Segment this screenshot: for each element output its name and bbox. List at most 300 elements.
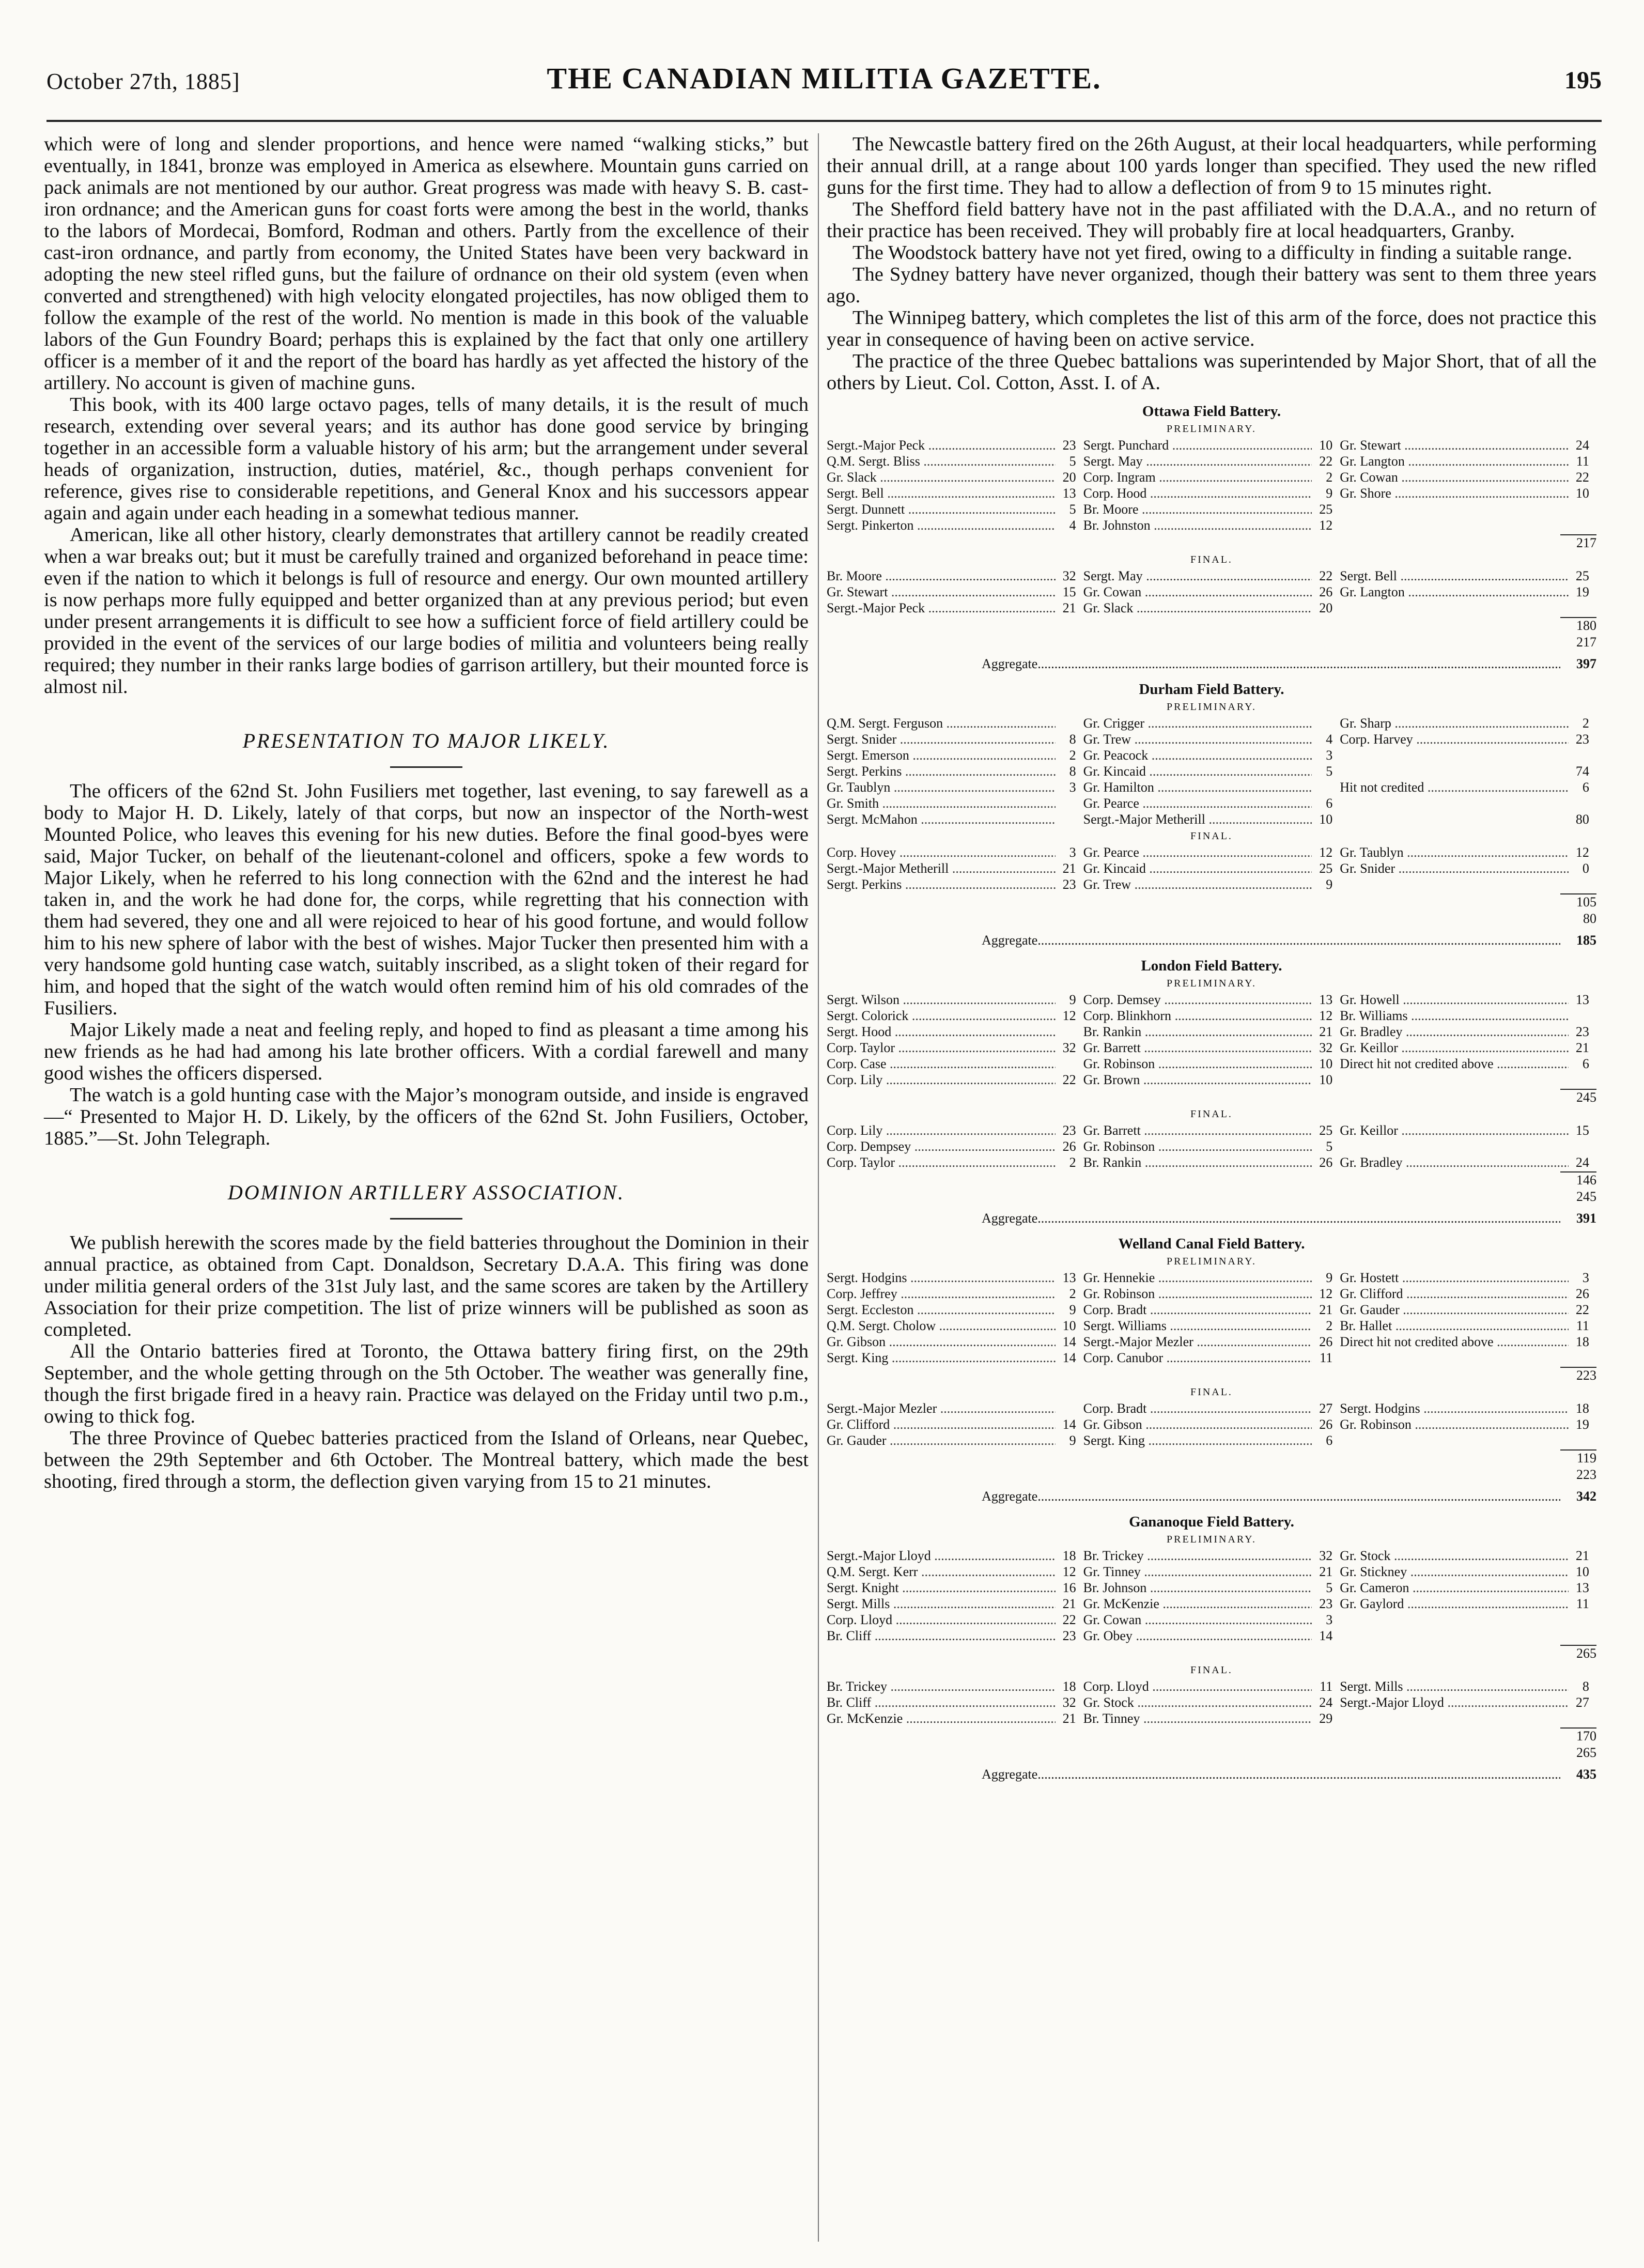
- subtotal-value: 119: [1560, 1449, 1596, 1466]
- gunner-name: Gr. Gauder .....: [1340, 1302, 1569, 1318]
- score-cell: [1340, 876, 1596, 892]
- gunner-name: Br. Tinney .....: [1083, 1710, 1312, 1726]
- score-cell: [1340, 1548, 1596, 1564]
- score-cell: [1083, 1040, 1340, 1056]
- gunner-score: 74: [1575, 764, 1589, 779]
- gunner-name: Sergt. Snider .....: [827, 731, 1056, 747]
- score-cell: [1340, 1350, 1596, 1366]
- score-row: [827, 1008, 1596, 1024]
- aggregate-row: [827, 933, 1596, 948]
- gunner-score: 18: [1575, 1334, 1589, 1349]
- score-cell: [827, 568, 1083, 584]
- gunner-name: Gr. Smith .....: [827, 795, 1056, 811]
- gunner-score: 15: [1575, 1123, 1589, 1138]
- score-cell: [1340, 568, 1596, 584]
- aggregate-value: 185: [1576, 933, 1596, 948]
- gunner-name: Sergt. King .....: [1083, 1432, 1312, 1448]
- score-cell: [827, 469, 1083, 485]
- stage-label: FINAL.: [1190, 554, 1233, 565]
- gunner-name: Corp. Harvey .....: [1340, 731, 1569, 747]
- score-cell: [827, 1628, 1083, 1644]
- score-row: [827, 1628, 1596, 1644]
- gunner-name: Gr. Bradley .....: [1340, 1154, 1569, 1170]
- score-cell: [827, 1710, 1083, 1726]
- gunner-name: Sergt. Perkins .....: [827, 763, 1056, 779]
- gunner-name: Gr. McKenzie .....: [827, 1710, 1056, 1726]
- gunner-score: 27: [1575, 1695, 1589, 1710]
- gunner-name: Sergt.-Major Metherill .....: [827, 860, 1056, 876]
- score-tables: [827, 403, 1596, 1782]
- score-cell: [1340, 811, 1596, 827]
- score-cell: [827, 1024, 1083, 1040]
- gunner-score: 20: [1062, 470, 1076, 485]
- gunner-name: Gr. Barrett .....: [1083, 1040, 1312, 1056]
- score-cell: [1340, 1710, 1596, 1726]
- gunner-name: Sergt.-Major Lloyd .....: [827, 1548, 1056, 1564]
- gunner-name: Gr. Stewart .....: [827, 584, 1056, 600]
- gunner-name: Br. Hallet .....: [1340, 1318, 1569, 1334]
- score-cell: [1083, 1270, 1340, 1286]
- score-cell: [1340, 1154, 1596, 1170]
- gunner-name: Hit not credited .....: [1340, 779, 1569, 795]
- gunner-name: Gr. Langton .....: [1340, 453, 1569, 469]
- score-cell: [827, 1350, 1083, 1366]
- gunner-score: 12: [1062, 1008, 1076, 1023]
- gunner-name: Corp. Bradt .....: [1083, 1400, 1312, 1416]
- paragraph: This book, with its 400 large octavo pages, tells of many details, it is the result of much research, extending over several years; and its author has done good service by bringing together in an accessible form a valuable history of his arm; but the arrangement under several heads of organization, instruction, duties, matériel, &c., though perhaps convenient for reference, gives rise to considerable repetitions, and General Knox and his successors appear again and again under each heading in a somewhat tedious manner.: [44, 394, 809, 524]
- gunner-name: Gr. Brown .....: [1083, 1072, 1312, 1088]
- score-cell: [1083, 568, 1340, 584]
- gunner-score: 32: [1062, 568, 1076, 583]
- aggregate-value: 391: [1576, 1211, 1596, 1226]
- gunner-score: [1056, 811, 1076, 827]
- score-row: [827, 485, 1596, 501]
- gunner-name: Gr. Kincaid .....: [1083, 763, 1312, 779]
- gunner-score: 13: [1575, 992, 1589, 1007]
- score-cell: [1083, 469, 1340, 485]
- gunner-name: Sergt. Hood .....: [827, 1024, 1056, 1040]
- gunner-score: 25: [1319, 502, 1333, 517]
- gunner-score: 24: [1575, 1155, 1589, 1170]
- gunner-score: 3: [1069, 845, 1076, 860]
- gunner-name: Corp. Lily .....: [827, 1072, 1056, 1088]
- battery-table: [827, 958, 1596, 1226]
- score-row: [827, 1334, 1596, 1350]
- score-row: [827, 1138, 1596, 1154]
- score-cell: [1083, 1302, 1340, 1318]
- subtotal: [827, 1449, 1596, 1466]
- subtotal-value: 265: [1560, 1645, 1596, 1661]
- score-cell: [1340, 779, 1596, 795]
- score-cell: [1083, 1122, 1340, 1138]
- score-cell: [827, 1270, 1083, 1286]
- gunner-name: Gr. Stock .....: [1340, 1548, 1569, 1564]
- stage-label: PRELIMINARY.: [1167, 1534, 1257, 1545]
- gunner-name: Corp. Lloyd .....: [827, 1612, 1056, 1628]
- score-cell: [827, 584, 1083, 600]
- score-cell: [1340, 1596, 1596, 1612]
- score-row: [827, 876, 1596, 892]
- gunner-name: Gr. Sharp .....: [1340, 715, 1569, 731]
- gunner-score: 10: [1575, 486, 1589, 501]
- gunner-score: [1312, 779, 1332, 795]
- gunner-name: Gr. Taublyn .....: [1340, 844, 1569, 860]
- gunner-name: Gr. Shore .....: [1340, 485, 1569, 501]
- score-cell: [1083, 876, 1340, 892]
- paragraph: The watch is a gold hunting case with the Major’s monogram outside, and inside is engraved—“ Presented to Major H. D. Likely, by the officers of the 62nd St. John Fusiliers, October, 1885.”—St. John Telegraph.: [44, 1084, 809, 1149]
- score-cell: [1340, 1270, 1596, 1286]
- gunner-name: Corp. Hovey .....: [827, 844, 1056, 860]
- score-cell: [1340, 1122, 1596, 1138]
- gunner-score: [1056, 1024, 1076, 1040]
- gunner-name: Sergt. Punchard .....: [1083, 437, 1312, 453]
- gunner-score: 32: [1062, 1695, 1076, 1710]
- gunner-name: Br. Williams .....: [1340, 1008, 1569, 1024]
- score-cell: [1083, 1628, 1340, 1644]
- subtotal-value: 245: [1560, 1089, 1596, 1105]
- score-cell: [1083, 517, 1340, 533]
- score-cell: [827, 1154, 1083, 1170]
- gunner-name: Sergt.-Major Lloyd .....: [1340, 1694, 1569, 1710]
- gunner-name: Sergt. King .....: [827, 1350, 1056, 1366]
- gunner-name: Gr. Gauder .....: [827, 1432, 1056, 1448]
- gunner-score: 22: [1575, 470, 1589, 485]
- score-cell: [827, 453, 1083, 469]
- score-cell: [827, 1612, 1083, 1628]
- subtotal-value: 223: [1560, 1367, 1596, 1383]
- issue-date: October 27th, 1885]: [46, 69, 240, 94]
- gunner-name: Br. Cliff .....: [827, 1694, 1056, 1710]
- subtotal: [827, 1189, 1596, 1205]
- score-row: [827, 715, 1596, 731]
- subtotal: [827, 1467, 1596, 1483]
- gunner-name: Sergt. May .....: [1083, 453, 1312, 469]
- gunner-name: Gr. Crigger .....: [1083, 715, 1312, 731]
- subtotal: [827, 1367, 1596, 1383]
- gunner-score: 6: [1582, 1056, 1589, 1071]
- gunner-name: Direct hit not credited above .....: [1340, 1056, 1569, 1072]
- score-row: [827, 501, 1596, 517]
- gunner-score: 24: [1319, 1695, 1333, 1710]
- score-cell: [1340, 469, 1596, 485]
- score-cell: [1083, 1138, 1340, 1154]
- gunner-name: Gr. Cameron .....: [1340, 1580, 1569, 1596]
- score-row: [827, 1302, 1596, 1318]
- score-cell: [1340, 1416, 1596, 1432]
- score-cell: [827, 1580, 1083, 1596]
- subtotal: [827, 911, 1596, 927]
- gunner-score: 3: [1069, 780, 1076, 795]
- score-cell: [1083, 1008, 1340, 1024]
- gunner-score: 21: [1319, 1302, 1333, 1317]
- score-cell: [827, 485, 1083, 501]
- score-cell: [1340, 584, 1596, 600]
- gunner-name: Gr. Robinson .....: [1083, 1056, 1312, 1072]
- score-cell: [827, 1138, 1083, 1154]
- score-cell: [827, 860, 1083, 876]
- gunner-score: 22: [1062, 1072, 1076, 1087]
- gunner-score: 14: [1062, 1334, 1076, 1349]
- gunner-name: Gr. Slack .....: [1083, 600, 1312, 616]
- score-row: [827, 811, 1596, 827]
- subtotal: [827, 1727, 1596, 1744]
- score-cell: [827, 811, 1083, 827]
- gunner-name: Br. Johnson .....: [1083, 1580, 1312, 1596]
- score-cell: [1340, 731, 1596, 747]
- score-cell: [1340, 1580, 1596, 1596]
- score-row: [827, 600, 1596, 616]
- gunner-name: Sergt. Bell .....: [827, 485, 1056, 501]
- gunner-name: Q.M. Sergt. Bliss .....: [827, 453, 1056, 469]
- gunner-score: 5: [1069, 454, 1076, 469]
- gunner-name: Gr. Peacock .....: [1083, 747, 1312, 763]
- score-cell: [1083, 584, 1340, 600]
- gunner-name: Br. Cliff .....: [827, 1628, 1056, 1644]
- gunner-score: 10: [1319, 812, 1333, 827]
- score-cell: [827, 437, 1083, 453]
- gunner-score: 22: [1319, 568, 1333, 583]
- score-cell: [827, 501, 1083, 517]
- gunner-name: Sergt.-Major Metherill .....: [1083, 811, 1312, 827]
- gunner-score: 9: [1326, 1270, 1333, 1285]
- score-cell: [827, 1122, 1083, 1138]
- gunner-score: 21: [1319, 1564, 1333, 1579]
- gunner-score: 9: [1069, 992, 1076, 1007]
- score-row: [827, 1710, 1596, 1726]
- score-row: [827, 1154, 1596, 1170]
- score-cell: [1083, 731, 1340, 747]
- aggregate-row: [827, 1767, 1596, 1782]
- aggregate-row: [827, 1489, 1596, 1504]
- battery-table: [827, 681, 1596, 948]
- gunner-score: 26: [1319, 1155, 1333, 1170]
- score-cell: [1340, 1694, 1596, 1710]
- gunner-score: 10: [1319, 1056, 1333, 1071]
- gunner-score: 23: [1575, 732, 1589, 747]
- stage-label: PRELIMINARY.: [1167, 423, 1257, 435]
- gunner-name: Gr. Stewart .....: [1340, 437, 1569, 453]
- gunner-score: 11: [1576, 1596, 1589, 1611]
- gunner-score: 5: [1326, 1139, 1333, 1154]
- gunner-name: Br. Rankin .....: [1083, 1024, 1312, 1040]
- gunner-name: Q.M. Sergt. Kerr .....: [827, 1564, 1056, 1580]
- gunner-name: Q.M. Sergt. Ferguson .....: [827, 715, 1056, 731]
- score-cell: [1340, 437, 1596, 453]
- gunner-name: Corp. Case .....: [827, 1056, 1056, 1072]
- aggregate-value: 435: [1576, 1767, 1596, 1782]
- score-row: [827, 517, 1596, 533]
- gunner-score: 11: [1576, 1318, 1589, 1333]
- gunner-score: 11: [1320, 1350, 1333, 1365]
- gunner-score: 11: [1320, 1679, 1333, 1694]
- aggregate-label: Aggregate: [982, 656, 1038, 671]
- score-cell: [827, 715, 1083, 731]
- score-cell: [1083, 600, 1340, 616]
- subtotal: [827, 1645, 1596, 1661]
- leader-dots: [1037, 656, 1560, 672]
- gunner-score: 26: [1575, 1286, 1589, 1301]
- score-cell: [827, 1596, 1083, 1612]
- score-cell: [1340, 1024, 1596, 1040]
- gunner-score: 2: [1069, 748, 1076, 763]
- gunner-name: Gr. Stickney .....: [1340, 1564, 1569, 1580]
- score-row: [827, 1400, 1596, 1416]
- gunner-score: [1569, 1008, 1589, 1024]
- gunner-name: Sergt.-Major Peck .....: [827, 600, 1056, 616]
- score-cell: [827, 795, 1083, 811]
- gunner-score: 6: [1326, 796, 1333, 811]
- score-cell: [1083, 1056, 1340, 1072]
- score-cell: [827, 1072, 1083, 1088]
- gunner-score: 12: [1319, 845, 1333, 860]
- subtotal-value: 80: [1583, 911, 1596, 926]
- gunner-score: 21: [1319, 1024, 1333, 1039]
- leader-dots: [1037, 933, 1560, 948]
- gunner-score: 20: [1319, 600, 1333, 615]
- score-cell: [1340, 1400, 1596, 1416]
- gunner-score: 5: [1326, 1580, 1333, 1595]
- score-row: [827, 1056, 1596, 1072]
- score-cell: [1083, 1694, 1340, 1710]
- gunner-score: 21: [1575, 1548, 1589, 1563]
- score-cell: [1083, 485, 1340, 501]
- score-cell: [827, 1416, 1083, 1432]
- score-row: [827, 1678, 1596, 1694]
- gunner-score: 4: [1326, 732, 1333, 747]
- gunner-score: 13: [1575, 1580, 1589, 1595]
- score-cell: [1340, 1628, 1596, 1644]
- gunner-score: 26: [1319, 1417, 1333, 1432]
- gunner-name: Sergt. Wilson .....: [827, 992, 1056, 1008]
- gunner-score: 9: [1326, 486, 1333, 501]
- battery-name: Welland Canal Field Battery.: [1118, 1236, 1305, 1252]
- battery-name: Gananoque Field Battery.: [1129, 1514, 1294, 1530]
- gunner-name: Corp. Taylor .....: [827, 1154, 1056, 1170]
- aggregate-label: Aggregate: [982, 933, 1038, 948]
- gunner-score: 2: [1069, 1286, 1076, 1301]
- score-cell: [827, 876, 1083, 892]
- subtotal-value: 180: [1560, 617, 1596, 634]
- score-row: [827, 731, 1596, 747]
- gunner-score: 26: [1319, 584, 1333, 599]
- gunner-name: Gr. Snider .....: [1340, 860, 1569, 876]
- score-cell: [1083, 860, 1340, 876]
- gunner-name: Sergt. Bell .....: [1340, 568, 1569, 584]
- score-cell: [1083, 715, 1340, 731]
- score-cell: [827, 517, 1083, 533]
- paragraph: We publish herewith the scores made by the field batteries throughout the Dominion in their annual practice, as obtained from Capt. Donaldson, Secretary D.A.A. This firing was done under militia general orders of the 31st July last, and the same scores are taken by the Artillery Association for their prize competition. The list of prize winners will be published as soon as completed.: [44, 1232, 809, 1340]
- score-row: [827, 1350, 1596, 1366]
- gunner-name: Gr. Bradley .....: [1340, 1024, 1569, 1040]
- battery-table: [827, 403, 1596, 672]
- gunner-score: 0: [1582, 861, 1589, 876]
- score-cell: [1083, 437, 1340, 453]
- subtotal-value: 170: [1560, 1727, 1596, 1744]
- gunner-name: Gr. Slack .....: [827, 469, 1056, 485]
- score-cell: [827, 747, 1083, 763]
- gunner-score: 8: [1069, 764, 1076, 779]
- gunner-name: Gr. Obey .....: [1083, 1628, 1312, 1644]
- score-cell: [1340, 600, 1596, 616]
- paragraph: The officers of the 62nd St. John Fusiliers met together, last evening, to say farewell as a body to Major H. D. Likely, lately of that corps, but now an inspector of the North-west Mounted Police, who leaves this evening for his new duties. Before the final good-byes were said, Major Tucker, on behalf of the lieutenant-colonel and officers, spoke a few words to Major Likely, when he referred to his long connection with the 62nd and the interest he had taken in, and the work he had done for, the corps, while regretting that his connection with them had severed, they one and all were rejoiced to hear of his good fortune, and would follow him to his new sphere of labor with the best of wishes. Major Tucker then presented him with a very handsome gold hunting case watch, suitably inscribed, as a slight token of their regard for him, and hoped that the sight of the watch would often remind him of his old comrades of the Fusiliers.: [44, 780, 809, 1019]
- subtotal: [827, 1745, 1596, 1761]
- score-cell: [1340, 1008, 1596, 1024]
- score-cell: [1083, 453, 1340, 469]
- subtotal-value: 217: [1560, 534, 1596, 551]
- gunner-name: Sergt. Perkins .....: [827, 876, 1056, 892]
- gunner-score: 6: [1582, 780, 1589, 795]
- score-cell: [827, 1432, 1083, 1448]
- gunner-name: Corp. Canubor .....: [1083, 1350, 1312, 1366]
- aggregate-row: [827, 1211, 1596, 1226]
- gunner-name: Sergt. Knight .....: [827, 1580, 1056, 1596]
- right-column: [827, 133, 1596, 1782]
- gunner-name: Sergt. Pinkerton .....: [827, 517, 1056, 533]
- gunner-name: Gr. Cowan .....: [1083, 1612, 1312, 1628]
- gunner-name: Corp. Hood .....: [1083, 485, 1312, 501]
- gunner-score: 32: [1319, 1548, 1333, 1563]
- gunner-name: Gr. McKenzie .....: [1083, 1596, 1312, 1612]
- score-cell: [1340, 795, 1596, 811]
- subtotal-value: 146: [1560, 1171, 1596, 1188]
- gunner-name: Gr. Hennekie .....: [1083, 1270, 1312, 1286]
- gunner-score: 8: [1069, 732, 1076, 747]
- newspaper-title: THE CANADIAN MILITIA GAZETTE.: [547, 61, 1102, 95]
- subtotal: [827, 1089, 1596, 1105]
- gunner-score: 6: [1326, 1433, 1333, 1448]
- gunner-name: Br. Moore .....: [1083, 501, 1312, 517]
- score-cell: [1340, 517, 1596, 533]
- gunner-name: Gr. Tinney .....: [1083, 1564, 1312, 1580]
- score-cell: [827, 1400, 1083, 1416]
- gunner-name: Br. Rankin .....: [1083, 1154, 1312, 1170]
- section-heading: DOMINION ARTILLERY ASSOCIATION.: [227, 1181, 625, 1204]
- score-row: [827, 584, 1596, 600]
- paragraph: The Newcastle battery fired on the 26th August, at their local headquarters, while performing their annual drill, at a range about 100 yards longer than specified. They used the new rifled guns for the first time. They had to allow a deflection of from 9 to 15 minutes right.: [827, 133, 1596, 198]
- score-row: [827, 1072, 1596, 1088]
- score-row: [827, 1040, 1596, 1056]
- aggregate-label: Aggregate: [982, 1489, 1038, 1504]
- gunner-score: 13: [1319, 992, 1333, 1007]
- score-row: [827, 1024, 1596, 1040]
- gunner-name: [1340, 811, 1569, 827]
- paragraph: All the Ontario batteries fired at Toronto, the Ottawa battery firing first, on the 29th September, and the whole getting through on the 5th October. The weather was generally fine, though the first brigade fired in a heavy rain. Practice was delayed on the Friday until two p.m., owing to thick fog.: [44, 1340, 809, 1427]
- gunner-score: 11: [1576, 454, 1589, 469]
- left-column: [44, 133, 809, 1492]
- score-cell: [1083, 1350, 1340, 1366]
- gunner-name: Gr. Clifford .....: [1340, 1286, 1569, 1302]
- gunner-score: 13: [1062, 1270, 1076, 1285]
- score-cell: [1340, 1286, 1596, 1302]
- gunner-name: Gr. Taublyn .....: [827, 779, 1056, 795]
- gunner-name: Gr. Gibson .....: [1083, 1416, 1312, 1432]
- score-cell: [1340, 501, 1596, 517]
- score-cell: [1340, 1302, 1596, 1318]
- gunner-score: [1312, 715, 1332, 731]
- gunner-score: 21: [1062, 861, 1076, 876]
- score-cell: [1340, 844, 1596, 860]
- gunner-score: 10: [1319, 1072, 1333, 1087]
- gunner-name: Gr. Langton .....: [1340, 584, 1569, 600]
- gunner-name: Gr. Cowan .....: [1340, 469, 1569, 485]
- score-cell: [827, 1302, 1083, 1318]
- gunner-name: Sergt. Emerson .....: [827, 747, 1056, 763]
- aggregate-value: 342: [1576, 1489, 1596, 1504]
- score-row: [827, 1416, 1596, 1432]
- gunner-name: Gr. Pearce .....: [1083, 795, 1312, 811]
- gunner-score: 22: [1575, 1302, 1589, 1317]
- score-cell: [1340, 485, 1596, 501]
